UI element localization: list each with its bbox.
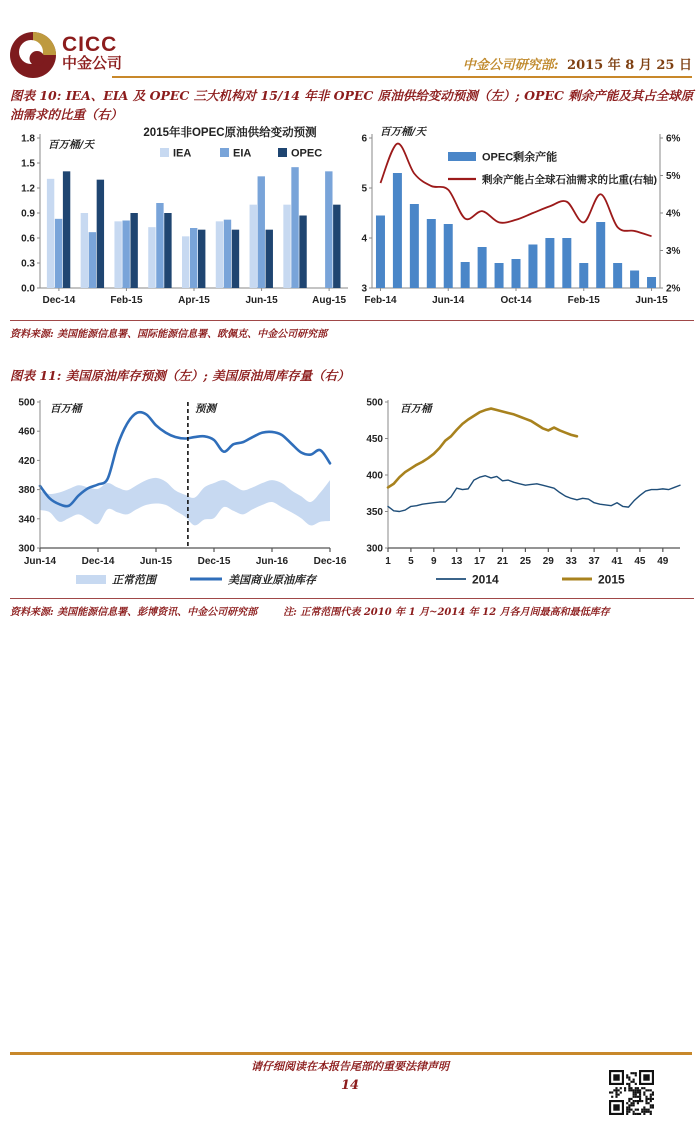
svg-text:正常范围: 正常范围 — [112, 573, 156, 587]
report-date: 2015 年 8 月 25 日 — [567, 58, 692, 73]
svg-text:0.0: 0.0 — [21, 283, 35, 295]
research-dept-label: 中金公司研究部: — [462, 58, 559, 73]
figure10-source — [10, 320, 694, 340]
svg-text:380: 380 — [18, 485, 35, 497]
svg-text:2015年非OPEC原油供给变动预测: 2015年非OPEC原油供给变动预测 — [143, 127, 317, 139]
svg-text:500: 500 — [366, 397, 383, 409]
figure11-source-text: 资料来源: 美国能源信息署、彭博资讯、中金公司研究部 — [10, 607, 258, 618]
footer-divider — [10, 1052, 692, 1055]
svg-text:2015: 2015 — [598, 572, 625, 587]
cicc-logo-icon — [10, 32, 56, 78]
svg-text:6%: 6% — [666, 133, 681, 145]
svg-text:420: 420 — [18, 455, 35, 467]
svg-text:Apr-15: Apr-15 — [178, 295, 210, 306]
svg-text:EIA: EIA — [233, 147, 252, 160]
svg-text:预测: 预测 — [194, 403, 216, 415]
svg-text:Jun-16: Jun-16 — [255, 556, 289, 567]
qr-code — [609, 1070, 654, 1120]
svg-text:百万桶/天: 百万桶/天 — [380, 126, 426, 138]
svg-text:1.8: 1.8 — [21, 133, 35, 145]
svg-text:Jun-14: Jun-14 — [432, 295, 465, 306]
cicc-logo — [62, 34, 122, 72]
svg-text:4%: 4% — [666, 208, 681, 220]
svg-text:1.5: 1.5 — [21, 158, 35, 170]
svg-text:Aug-15: Aug-15 — [312, 295, 347, 306]
svg-text:3%: 3% — [666, 246, 681, 257]
svg-text:460: 460 — [18, 426, 35, 438]
report-dept-date — [463, 54, 692, 73]
svg-text:17: 17 — [474, 556, 486, 567]
svg-text:剩余产能占全球石油需求的比重(右轴): 剩余产能占全球石油需求的比重(右轴) — [482, 174, 657, 186]
fig11-right-chart-weekly-inventory — [366, 390, 694, 600]
svg-text:450: 450 — [366, 434, 383, 445]
svg-text:Oct-14: Oct-14 — [500, 295, 532, 306]
svg-text:0.6: 0.6 — [21, 233, 35, 245]
legal-disclaimer: 请仔细阅读在本报告尾部的重要法律声明 — [251, 1060, 449, 1073]
svg-text:300: 300 — [366, 543, 383, 555]
svg-text:33: 33 — [565, 556, 577, 567]
svg-text:49: 49 — [657, 556, 669, 567]
svg-text:37: 37 — [588, 556, 600, 567]
svg-text:5: 5 — [361, 183, 367, 195]
svg-text:0.9: 0.9 — [21, 208, 35, 220]
logo-text-en: CICC — [62, 33, 118, 56]
svg-text:45: 45 — [634, 556, 646, 567]
svg-text:OPEC剩余产能: OPEC剩余产能 — [482, 151, 558, 164]
svg-text:340: 340 — [18, 514, 35, 526]
svg-text:1: 1 — [385, 556, 391, 567]
svg-text:500: 500 — [18, 397, 35, 409]
svg-text:Dec-14: Dec-14 — [81, 556, 115, 567]
svg-text:Feb-15: Feb-15 — [110, 295, 143, 306]
svg-text:Jun-15: Jun-15 — [139, 556, 173, 567]
svg-text:0.3: 0.3 — [21, 258, 35, 270]
figure11-note-text: 注: 正常范围代表 2010 年 1 月~2014 年 12 月各月间最高和最低库存 — [283, 607, 610, 618]
svg-text:29: 29 — [542, 556, 554, 567]
svg-text:Feb-15: Feb-15 — [567, 295, 600, 306]
svg-text:5: 5 — [408, 556, 414, 567]
svg-text:3: 3 — [361, 283, 367, 295]
svg-text:5%: 5% — [666, 171, 681, 182]
svg-text:Feb-14: Feb-14 — [364, 295, 397, 306]
svg-text:Jun-15: Jun-15 — [635, 295, 668, 306]
header-divider — [112, 76, 692, 78]
figure11-title: 图表 11: 美国原油库存预测（左）; 美国原油周库存量（右） — [10, 368, 350, 383]
page-number: 14 — [340, 1078, 360, 1093]
svg-text:21: 21 — [496, 556, 509, 567]
svg-text:Dec-15: Dec-15 — [197, 556, 231, 567]
fig11-left-chart-inventory-forecast — [10, 390, 358, 600]
svg-text:Dec-16: Dec-16 — [313, 556, 347, 567]
svg-text:300: 300 — [18, 543, 35, 555]
svg-text:Dec-14: Dec-14 — [42, 295, 76, 306]
svg-text:2%: 2% — [666, 283, 681, 295]
svg-text:IEA: IEA — [173, 147, 192, 160]
svg-text:Jun-14: Jun-14 — [23, 556, 57, 567]
svg-text:6: 6 — [361, 133, 367, 145]
svg-text:1.2: 1.2 — [21, 183, 35, 195]
svg-text:9: 9 — [431, 556, 437, 567]
svg-text:25: 25 — [519, 556, 531, 567]
svg-text:百万桶: 百万桶 — [50, 403, 82, 415]
logo-text-cn: 中金公司 — [62, 55, 123, 73]
svg-text:350: 350 — [366, 507, 383, 518]
fig10-right-chart-opec-spare-capacity — [352, 122, 694, 323]
svg-text:百万桶/天: 百万桶/天 — [48, 139, 94, 151]
svg-text:百万桶: 百万桶 — [400, 403, 432, 415]
svg-text:4: 4 — [361, 233, 367, 245]
svg-text:13: 13 — [451, 556, 463, 567]
svg-text:OPEC: OPEC — [291, 147, 323, 160]
figure11-source — [10, 598, 694, 618]
fig10-left-chart-non-opec-supply — [10, 122, 350, 323]
svg-text:2014: 2014 — [472, 572, 499, 587]
svg-text:41: 41 — [611, 556, 623, 567]
figure10-source-text: 资料来源: 美国能源信息署、国际能源信息署、欧佩克、中金公司研究部 — [10, 329, 328, 340]
svg-text:Jun-15: Jun-15 — [245, 295, 278, 306]
svg-text:美国商业原油库存: 美国商业原油库存 — [228, 573, 316, 587]
svg-text:400: 400 — [366, 470, 383, 482]
figure10-title: 图表 10: IEA、EIA 及 OPEC 三大机构对 15/14 年非 OPEC 原油供给变动预测（左）; OPEC 剩余产能及其占全球原油需求的比重（右） — [10, 88, 694, 123]
